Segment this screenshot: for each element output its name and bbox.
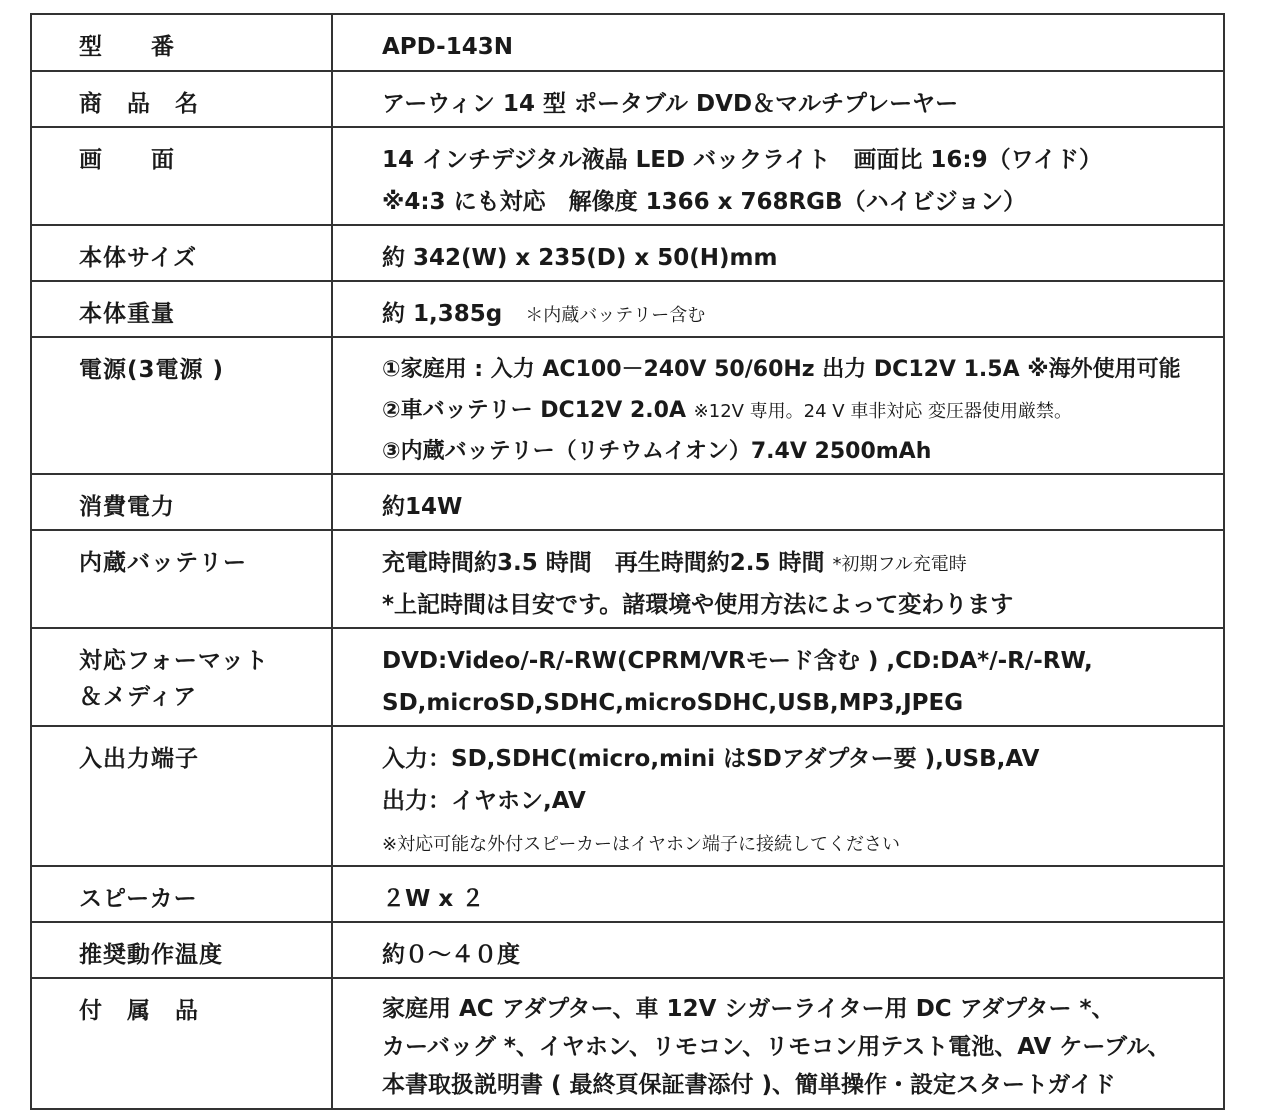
row-value [332, 337, 1224, 474]
label-line: 画 面 [79, 147, 175, 173]
table-row [31, 530, 1224, 628]
row-label [31, 530, 332, 628]
table-row [31, 922, 1224, 978]
row-label [31, 922, 332, 978]
table-row [31, 14, 1224, 71]
table-row [31, 225, 1224, 281]
row-label [31, 127, 332, 225]
label-line: 付 属 品 [79, 998, 199, 1024]
value-line: 本書取扱説明書 ( 最終頁保証書添付 )、簡単操作・設定スタートガイド [382, 1072, 1116, 1098]
row-value [332, 978, 1224, 1109]
row-label [31, 281, 332, 337]
value-line: 約 342(W) x 235(D) x 50(H)mm [382, 245, 778, 271]
table-row [31, 71, 1224, 127]
value-line: 約14W [382, 494, 463, 520]
table-row [31, 281, 1224, 337]
value-line: APD-143N [382, 34, 513, 60]
label-line: 型 番 [79, 34, 175, 60]
label-line: 本体重量 [79, 301, 175, 327]
value-line: DVD:Video/-R/-RW(CPRM/VRモード含む ) ,CD:DA*/-R/-RW, [382, 648, 1093, 674]
value-line: アーウィン 14 型 ポータブル DVD＆マルチプレーヤー [382, 91, 959, 117]
label-line: 本体サイズ [79, 245, 198, 271]
value-line: 約 1,385g ＊内蔵バッテリー含む [382, 301, 706, 327]
row-label [31, 474, 332, 530]
table-row [31, 474, 1224, 530]
label-line: 商 品 名 [79, 91, 199, 117]
label-line: 消費電力 [79, 494, 175, 520]
table-row [31, 978, 1224, 1109]
value-line: SD,microSD,SDHC,microSDHC,USB,MP3,JPEG [382, 690, 964, 716]
value-line: *上記時間は目安です。諸環境や使用方法によって変わります [382, 592, 1014, 618]
row-value [332, 281, 1224, 337]
label-line: 内蔵バッテリー [79, 550, 247, 576]
value-line: 出力：イヤホン,AV [382, 788, 586, 814]
value-line: カーバッグ *、イヤホン、リモコン、リモコン用テスト電池、AV ケーブル、 [382, 1034, 1171, 1060]
value-line: ①家庭用 : 入力 AC100－240V 50/60Hz 出力 DC12V 1.5A ※海外使用可能 [382, 357, 1181, 382]
row-label [31, 978, 332, 1109]
row-value [332, 474, 1224, 530]
row-label [31, 14, 332, 71]
label-line: ＆メディア [79, 684, 198, 710]
label-line: 電源(3電源 ) [79, 357, 225, 383]
value-line: ※4:3 にも対応 解像度 1366 x 768RGB（ハイビジョン） [382, 189, 1027, 215]
row-label [31, 866, 332, 922]
value-line: 入力：SD,SDHC(micro,mini はSDアダプター要 ),USB,AV [382, 746, 1040, 772]
value-line: ②車バッテリー DC12V 2.0A ※12V 専用。24 V 車非対応 変圧器使用厳禁。 [382, 398, 1073, 423]
value-line: 約０～４０度 [382, 942, 520, 968]
row-value [332, 14, 1224, 71]
table-row [31, 866, 1224, 922]
row-label [31, 71, 332, 127]
row-value [332, 530, 1224, 628]
row-label [31, 225, 332, 281]
table-row [31, 127, 1224, 225]
row-value [332, 71, 1224, 127]
value-line: ２W x ２ [382, 886, 485, 912]
label-line: 入出力端子 [79, 746, 199, 772]
value-line: ③内蔵バッテリー（リチウムイオン）7.4V 2500mAh [382, 439, 932, 464]
row-label [31, 726, 332, 866]
label-line: 対応フォーマット [79, 648, 269, 674]
value-line: 充電時間約3.5 時間 再生時間約2.5 時間 *初期フル充電時 [382, 550, 967, 576]
row-value [332, 127, 1224, 225]
label-line: スピーカー [79, 886, 198, 912]
value-line: ※対応可能な外付スピーカーはイヤホン端子に接続してください [382, 834, 900, 855]
row-value [332, 726, 1224, 866]
row-value [332, 628, 1224, 726]
table-row [31, 628, 1224, 726]
table-row [31, 726, 1224, 866]
label-line: 推奨動作温度 [79, 942, 223, 968]
value-line: 14 インチデジタル液晶 LED バックライト 画面比 16:9（ワイド） [382, 147, 1102, 173]
row-label [31, 337, 332, 474]
row-value [332, 225, 1224, 281]
row-value [332, 922, 1224, 978]
spec-table [30, 13, 1225, 1110]
row-label [31, 628, 332, 726]
table-row [31, 337, 1224, 474]
row-value [332, 866, 1224, 922]
value-line: 家庭用 AC アダプター、車 12V シガーライター用 DC アダプター *、 [382, 996, 1115, 1022]
